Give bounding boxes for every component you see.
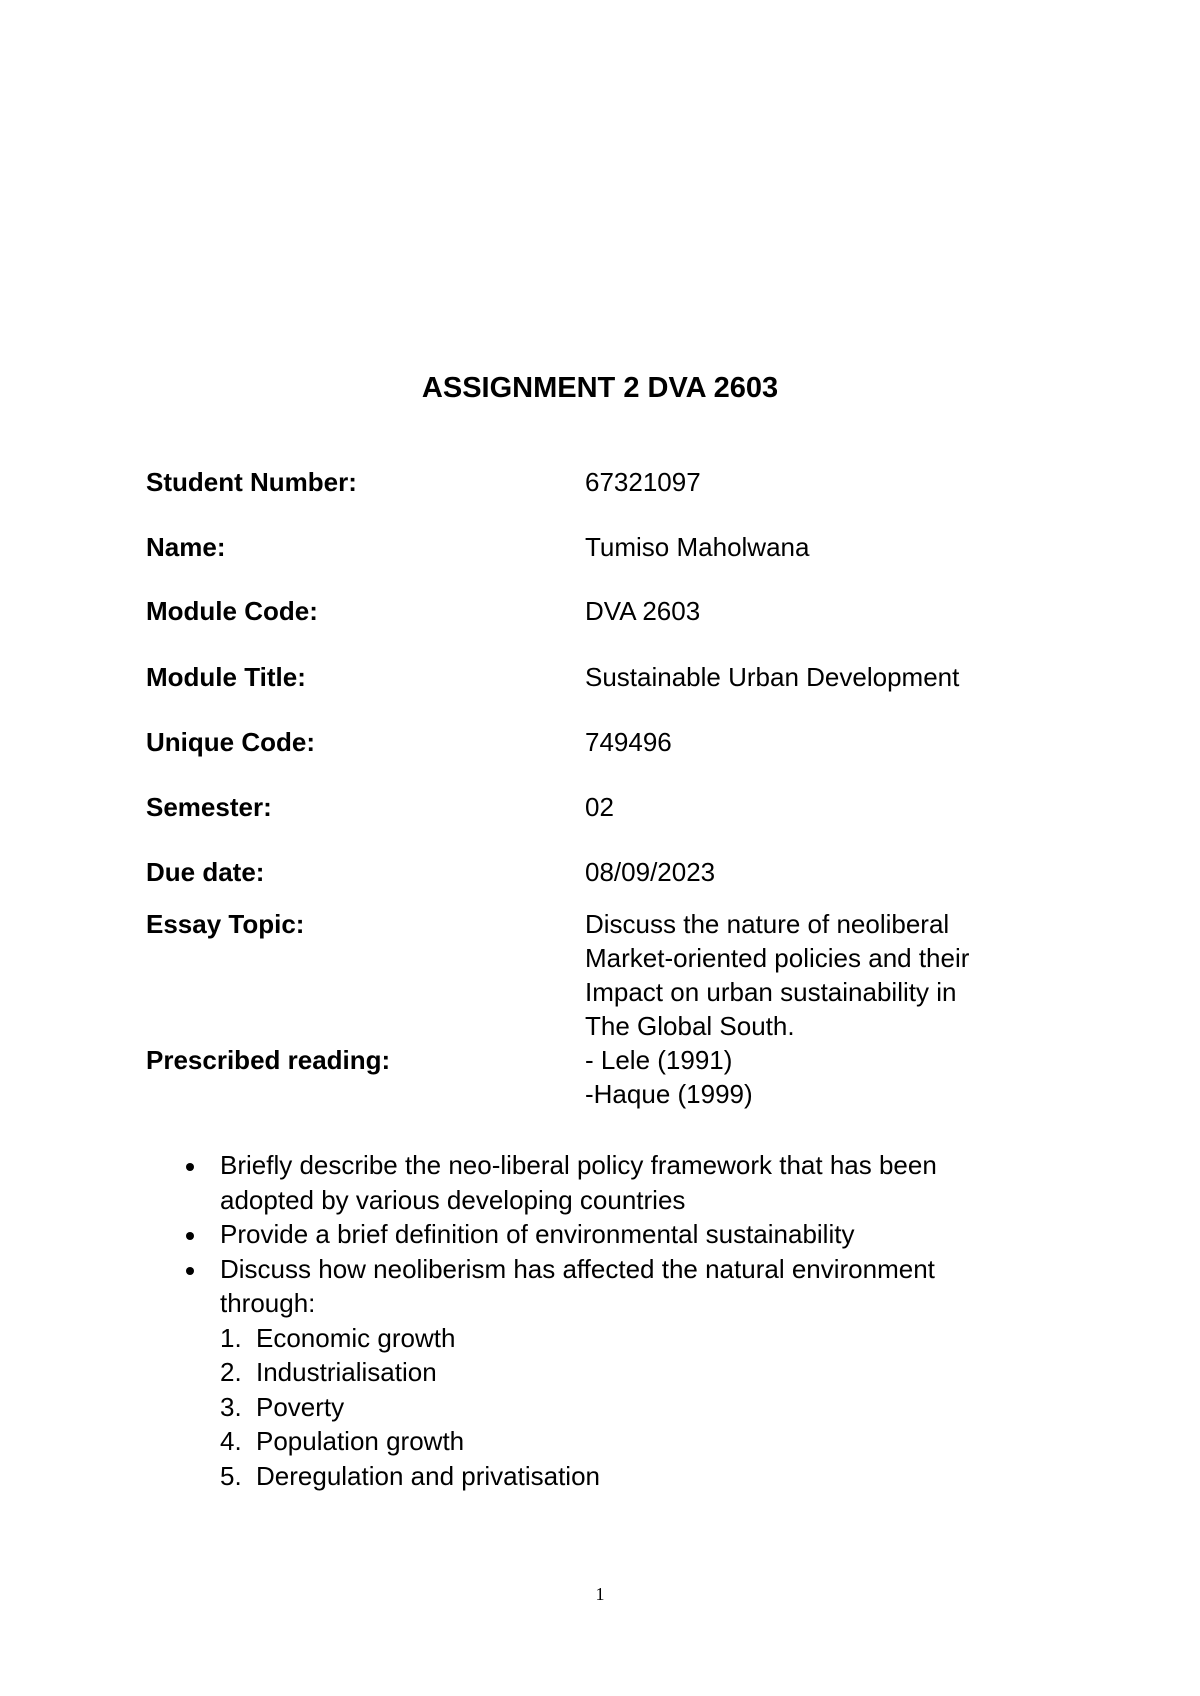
page-number: 1 — [595, 1584, 605, 1604]
prescribed-reading-label: Prescribed reading: — [146, 1045, 391, 1075]
bullet-line: Discuss how neoliberism has affected the natural environment — [220, 1253, 935, 1284]
bullet-dot-icon — [186, 1232, 194, 1240]
module-code-label: Module Code: — [146, 596, 318, 626]
bullet-line: adopted by various developing countries — [220, 1184, 686, 1215]
due-date-label: Due date: — [146, 857, 265, 887]
bullet-dot-icon — [186, 1267, 194, 1275]
numbered-marker: 4. — [220, 1426, 242, 1456]
bullet-dot-icon — [186, 1163, 194, 1171]
bullet-item — [146, 1148, 1046, 1217]
bullet-line: through: — [220, 1288, 316, 1318]
prescribed-reading-value — [585, 1043, 1055, 1111]
name-value: Tumiso Maholwana — [585, 532, 810, 562]
numbered-text: Industrialisation — [256, 1357, 437, 1387]
due-date-value: 08/09/2023 — [585, 857, 716, 887]
bullet-item — [146, 1217, 1046, 1252]
numbered-item — [220, 1390, 1046, 1425]
bullet-line: Provide a brief definition of environmental sustainability — [220, 1219, 855, 1249]
prescribed-reading-item: -Haque (1999) — [585, 1079, 753, 1109]
module-title-label: Module Title: — [146, 662, 306, 692]
bullet-item — [146, 1252, 1046, 1494]
numbered-item — [220, 1424, 1046, 1459]
student-number-label: Student Number: — [146, 467, 357, 497]
name-label: Name: — [146, 532, 226, 562]
unique-code-value: 749496 — [585, 727, 672, 757]
numbered-text: Economic growth — [256, 1322, 456, 1353]
numbered-list — [220, 1321, 1046, 1494]
document-title: ASSIGNMENT 2 DVA 2603 — [421, 372, 779, 404]
semester-value: 02 — [585, 792, 614, 822]
unique-code-label: Unique Code: — [146, 727, 315, 757]
numbered-text: Deregulation and privatisation — [256, 1460, 600, 1491]
numbered-marker: 1. — [220, 1322, 242, 1353]
student-number-value: 67321097 — [585, 467, 701, 497]
task-bullet-list — [146, 1148, 1046, 1493]
numbered-text: Poverty — [256, 1391, 345, 1422]
numbered-marker: 3. — [220, 1391, 242, 1422]
numbered-item — [220, 1459, 1046, 1494]
essay-topic-line: Market-oriented policies and their — [585, 943, 970, 973]
numbered-item — [220, 1355, 1046, 1390]
essay-topic-line: Discuss the nature of neoliberal — [585, 909, 950, 939]
numbered-marker: 2. — [220, 1357, 242, 1387]
bullet-line: Briefly describe the neo-liberal policy framework that has been — [220, 1150, 937, 1180]
numbered-item — [220, 1321, 1046, 1356]
essay-topic-label: Essay Topic: — [146, 909, 305, 939]
numbered-marker: 5. — [220, 1460, 242, 1491]
module-code-value: DVA 2603 — [585, 596, 701, 626]
prescribed-reading-item: - Lele (1991) — [585, 1045, 733, 1075]
essay-topic-line: The Global South. — [585, 1011, 795, 1041]
module-title-value: Sustainable Urban Development — [585, 662, 960, 692]
essay-topic-value — [585, 907, 1055, 1043]
essay-topic-line: Impact on urban sustainability in — [585, 977, 957, 1007]
numbered-text: Population growth — [256, 1426, 465, 1456]
semester-label: Semester: — [146, 792, 272, 822]
